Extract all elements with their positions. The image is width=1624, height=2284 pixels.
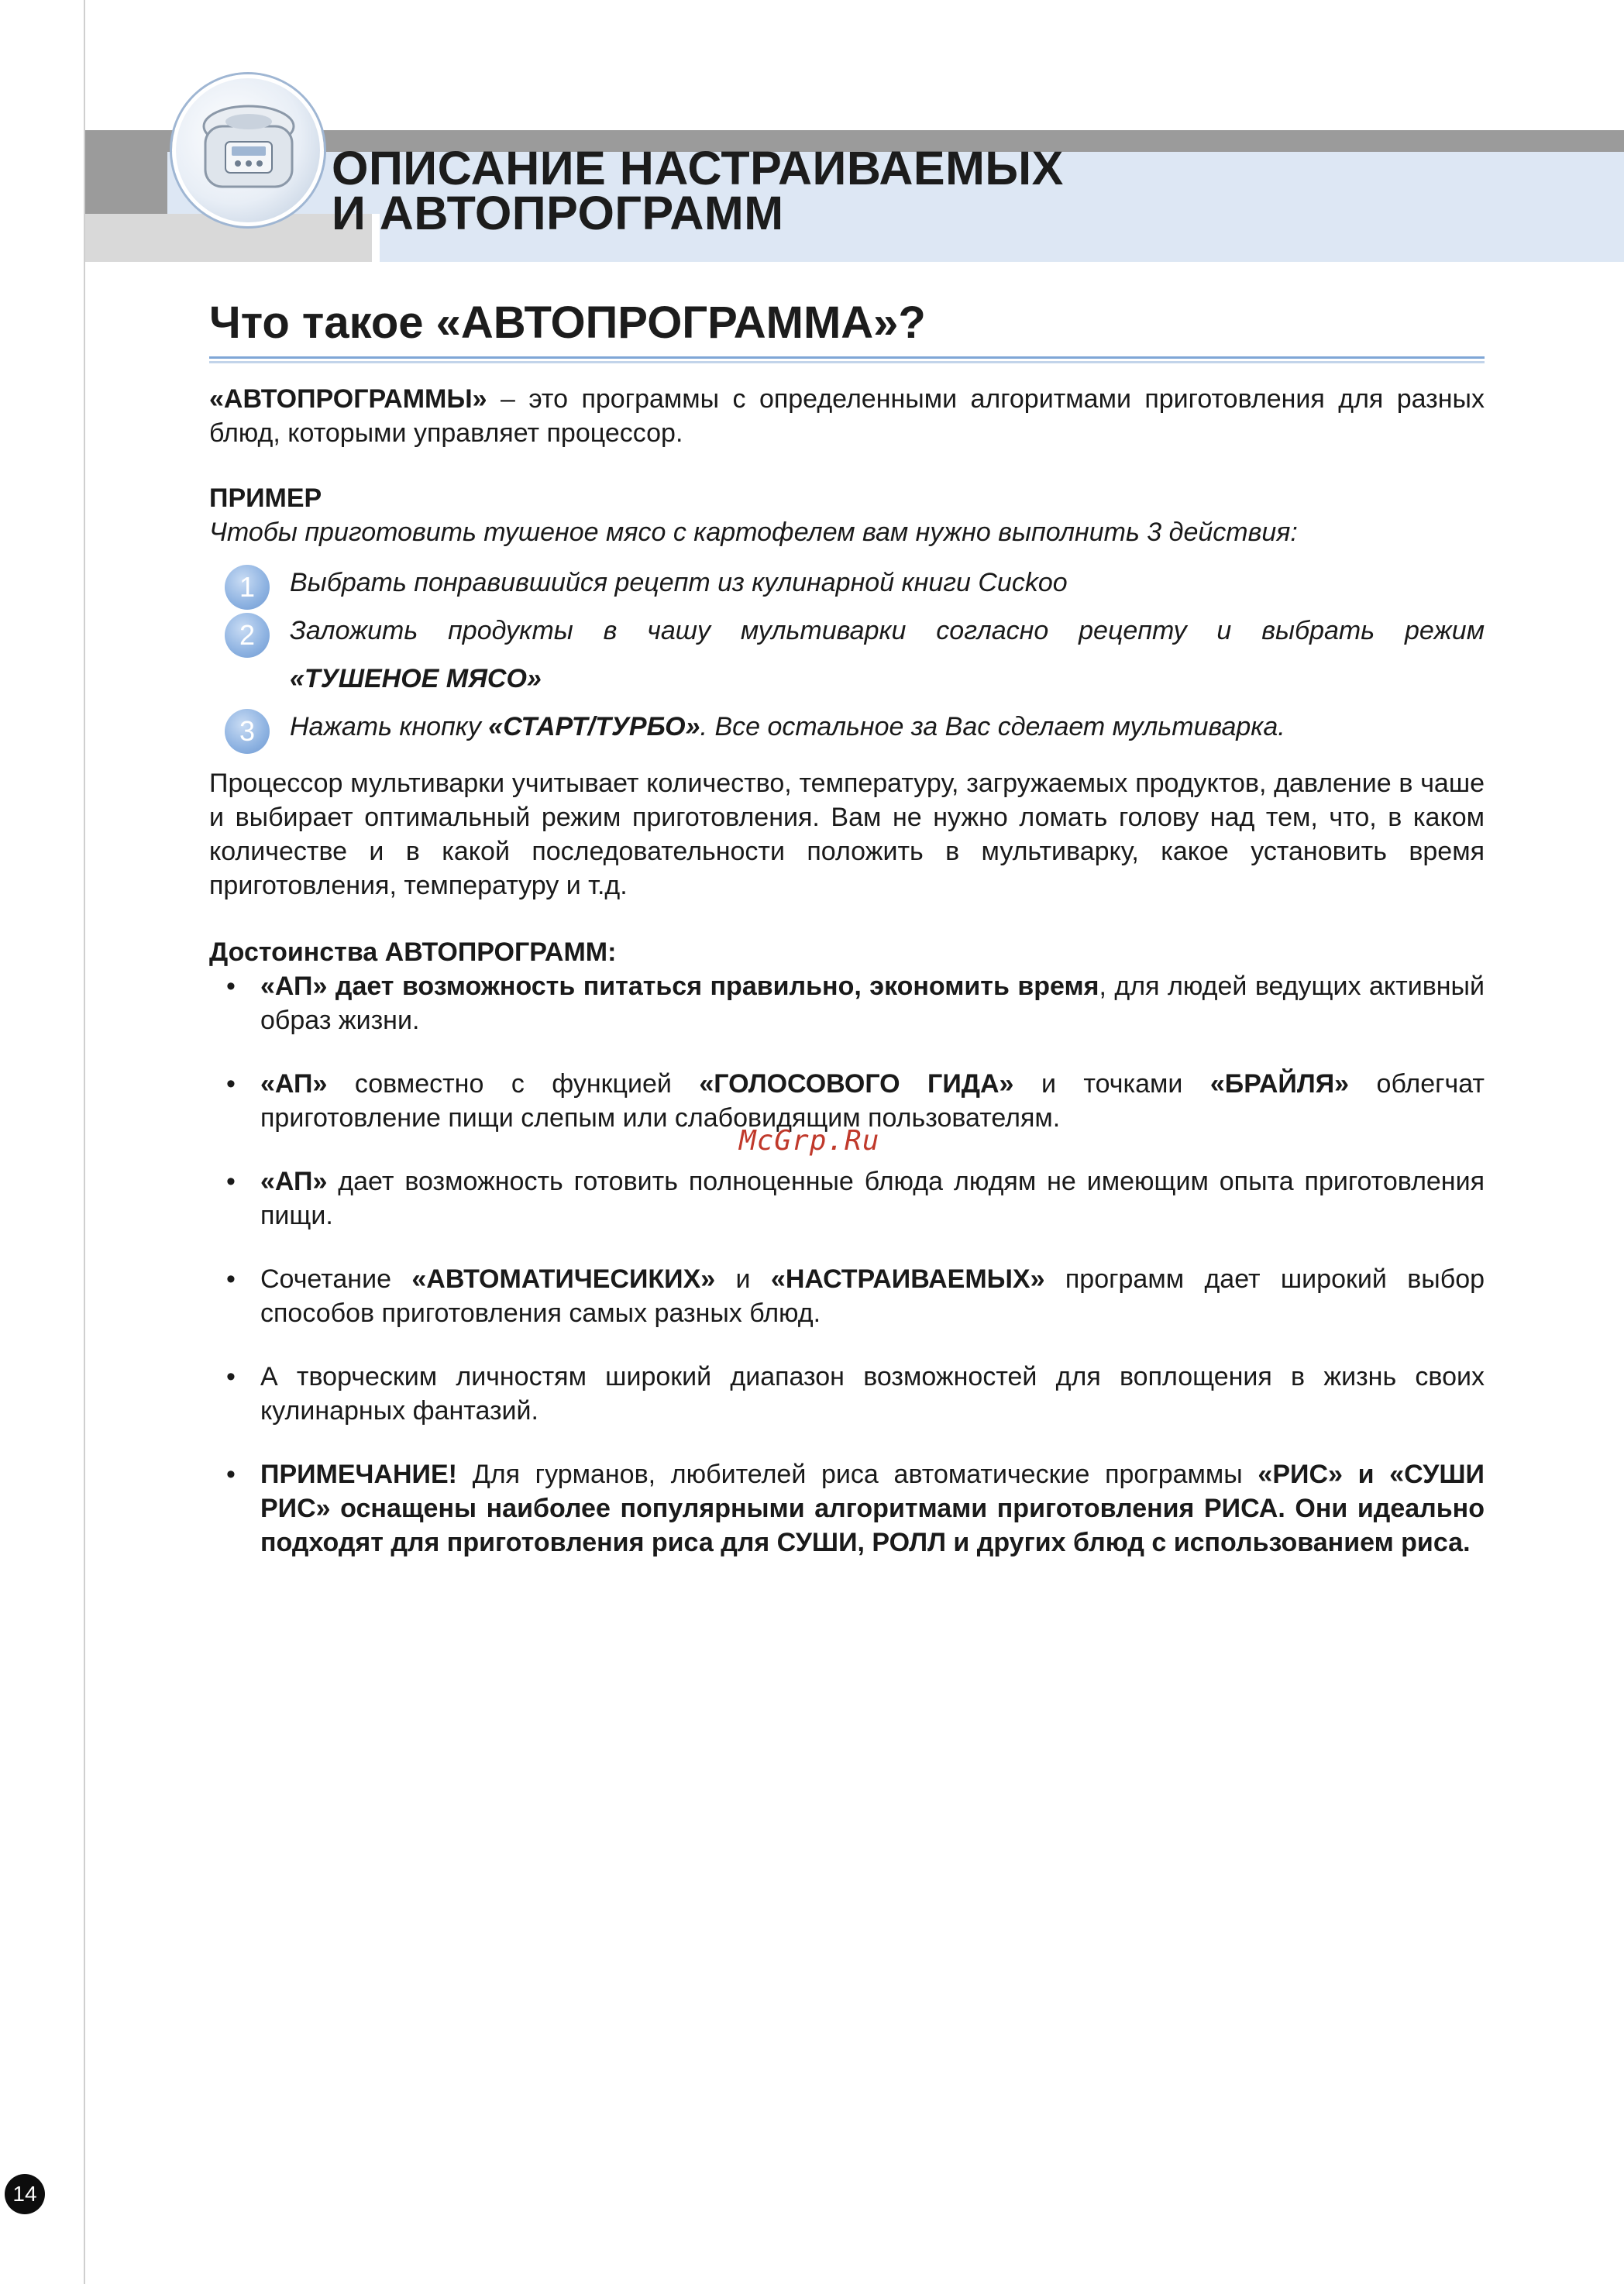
step-number-3: 3 [225, 709, 270, 754]
advantage-2-text-2: и точками [1013, 1069, 1210, 1099]
advantage-3-bold: «АП» [260, 1167, 328, 1196]
header-band-gray-left [85, 130, 167, 214]
advantage-2-text-1: совместно с функцией [327, 1069, 700, 1099]
step-3-text-post: . Все остальное за Вас сделает мультиварка. [700, 712, 1285, 741]
advantage-4-bold-custom: «НАСТРАИВАЕМЫХ» [770, 1264, 1045, 1294]
multicooker-badge [172, 74, 324, 226]
advantage-2-bold-braille: «БРАЙЛЯ» [1209, 1069, 1350, 1099]
example-lead: Чтобы приготовить тушеное мясо с картофелем вам нужно выполнить 3 действия: [209, 518, 1298, 547]
step-number-2: 2 [225, 613, 270, 658]
intro-bold: «АВТОПРОГРАММЫ» [209, 384, 487, 414]
advantage-4-bold-auto: «АВТОМАТИЧЕСИКИХ» [411, 1264, 716, 1294]
advantage-item-1 [209, 969, 1485, 1037]
advantage-1-text: , для людей ведущих активный образ жизни. [260, 972, 1485, 1035]
step-1 [209, 559, 1485, 607]
multicooker-icon [194, 95, 303, 204]
note-text: Для гурманов, любителей риса автоматические программы [457, 1460, 1258, 1489]
step-3 [209, 703, 1485, 751]
advantage-4-text-1: Сочетание [260, 1264, 412, 1294]
step-3-button-name: «СТАРТ/ТУРБО» [488, 712, 700, 741]
heading-underline [209, 356, 1485, 363]
page-number: 14 [5, 2174, 45, 2214]
advantages-list [209, 969, 1485, 1560]
watermark: McGrp.Ru [739, 1125, 880, 1157]
intro-text: – это программы с определенными алгоритмами приготовления для разных блюд, которыми управляет процессор. [209, 384, 1485, 448]
step-number-1: 1 [225, 565, 270, 610]
advantage-1-bold: «АП» дает возможность питаться правильно, экономить время [260, 972, 1099, 1001]
example-label: ПРИМЕР [209, 483, 322, 513]
advantage-item-3 [209, 1164, 1485, 1233]
step-3-text-pre: Нажать кнопку [290, 712, 489, 741]
advantage-3-text: дает возможность готовить полноценные блюда людям не имеющим опыта приготовления пищи. [260, 1167, 1485, 1230]
advantage-2-bold-ap: «АП» [260, 1069, 328, 1099]
steps-list [209, 559, 1485, 751]
section-heading: Что такое «АВТОПРОГРАММА»? [209, 298, 926, 348]
note-bold-text: «РИС» и «СУШИ РИС» оснащены наиболее популярными алгоритмами приготовления РИСА. Они идеально подходят для приготовления риса для СУШИ, РОЛЛ и других блюд с использованием риса. [260, 1460, 1485, 1557]
chapter-title-line2: И АВТОПРОГРАММ [332, 187, 784, 239]
processor-paragraph: Процессор мультиварки учитывает количество, температуру, загружаемых продуктов, давление в чаше и выбирает оптимальный режим приготовления. Вам не нужно ломать голову над тем, что, в каком количестве и в какой последовательности положить в мультиварку, какое установить время приготовления, температуру и т.д. [209, 769, 1485, 900]
chapter-title [332, 142, 1571, 239]
chapter-title-line1: ОПИСАНИЕ НАСТРАИВАЕМЫХ [332, 142, 1064, 194]
advantage-4-text-3: программ дает широкий выбор способов приготовления самых разных блюд. [260, 1264, 1485, 1328]
advantages-label: Достоинства АВТОПРОГРАММ: [209, 937, 617, 967]
advantage-5-text: А творческим личностям широкий диапазон возможностей для воплощения в жизнь своих кулинарных фантазий. [260, 1362, 1485, 1426]
advantage-2-text-3: облегчат приготовление пищи слепым или слабовидящим пользователям. [260, 1069, 1485, 1133]
advantage-item-5 [209, 1360, 1485, 1428]
note-label: ПРИМЕЧАНИЕ! [260, 1460, 457, 1489]
advantage-4-text-2: и [715, 1264, 771, 1294]
step-2-mode: «ТУШЕНОЕ МЯСО» [290, 664, 542, 693]
step-1-text: Выбрать понравившийся рецепт из кулинарной книги Cuckoo [290, 568, 1068, 597]
advantage-item-6 [209, 1457, 1485, 1560]
main-content [209, 294, 1485, 1560]
advantage-item-4 [209, 1262, 1485, 1330]
page-margin-line [84, 0, 85, 2284]
step-2-text: Заложить продукты в чашу мультиварки согласно рецепту и выбрать режим [290, 616, 1485, 645]
step-2 [209, 607, 1485, 703]
advantage-2-bold-voice: «ГОЛОСОВОГО ГИДА» [699, 1069, 1014, 1099]
intro-paragraph [209, 382, 1485, 450]
